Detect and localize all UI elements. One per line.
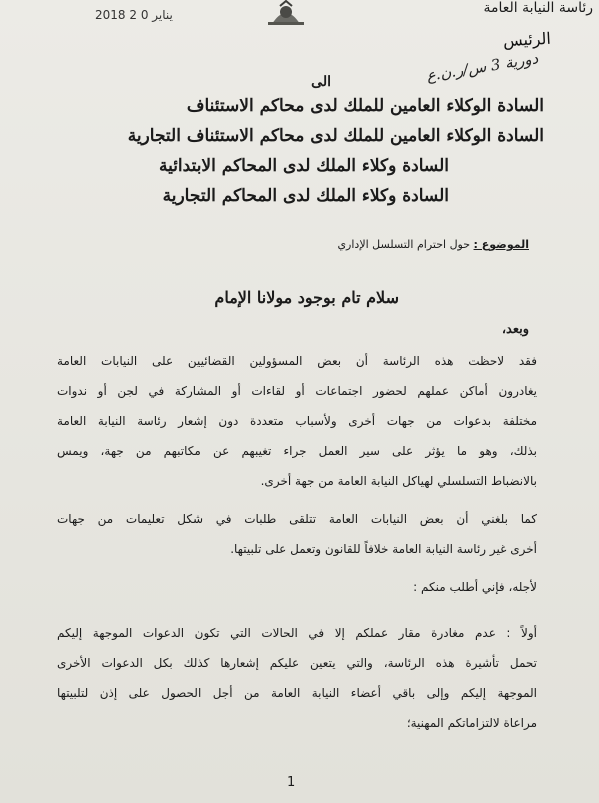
opening-word: وبعد، <box>501 322 529 337</box>
recipient-line: السادة وكلاء الملك لدى المحاكم التجارية <box>162 186 449 206</box>
paragraph-line: يغادرون أماكن عملهم لحضور اجتماعات أو لقاءات أو المشاركة في لجن أو ندوات <box>57 384 537 398</box>
paragraph-line: مراعاة لالتزاماتكم المهنية؛ <box>406 716 537 730</box>
paragraph-line: أخرى غير رئاسة النيابة العامة خلافاً للقانون وتعمل على تلبيتها. <box>230 542 537 556</box>
paragraph-instructions <box>57 504 537 564</box>
organization-name: رئاسة النيابة العامة <box>483 0 593 16</box>
paragraph-line: تحمل تأشيرة هذه الرئاسة، والتي يتعين عليكم إشعارها كذلك بكل الدعوات الأخرى <box>57 656 537 670</box>
paragraph-line: فقد لاحظت هذه الرئاسة أن بعض المسؤولين القضائيين على النيابات العامة <box>57 354 537 368</box>
recipients-label: الى <box>311 74 331 90</box>
paragraph-line: بذلك، وهو ما يؤثر على سير العمل جراء تغيبهم عن مكاتبهم من جهة، ويمس <box>57 444 537 458</box>
subject-line <box>337 238 529 251</box>
paragraph-line: لأجله، فإني أطلب منكم : <box>413 580 537 594</box>
recipient-line: السادة وكلاء الملك لدى المحاكم الابتدائية <box>158 156 449 176</box>
handwritten-reference: دورية 3 س/ر.ن.ع <box>425 49 540 85</box>
subject-text: حول احترام التسلسل الإداري <box>337 238 471 251</box>
paragraph-first-point <box>57 618 537 738</box>
paragraph-line: الموجهة إليكم وإلى باقي أعضاء النيابة العامة من أجل الحصول على إذن لتلبيتها <box>57 686 537 700</box>
recipient-line: السادة الوكلاء العامين للملك لدى محاكم الاستئناف التجارية <box>127 126 544 146</box>
paragraph-line: مختلفة بدعوات من جهات أخرى ولأسباب متعددة دون إشعار رئاسة النيابة العامة <box>57 414 537 428</box>
greeting: سلام تام بوجود مولانا الإمام <box>214 288 399 307</box>
president-title: الرئيس <box>502 28 552 51</box>
page-number: 1 <box>287 775 296 790</box>
paragraph-line: أولاً : عدم مغادرة مقار عملكم إلا في الحالات التي تكون الدعوات الموجهة إليكم <box>57 626 537 640</box>
paragraph-request <box>57 572 537 602</box>
recipient-line: السادة الوكلاء العامين للملك لدى محاكم الاستئناف <box>186 96 544 116</box>
paragraph-line: كما بلغني أن بعض النيابات العامة تتلقى طلبات في شكل تعليمات من جهات <box>57 512 537 526</box>
paragraph-line: بالانضباط التسلسلي لهياكل النيابة العامة من جهة أخرى. <box>260 474 537 488</box>
royal-emblem-icon <box>264 0 308 26</box>
paragraph-observation <box>57 346 537 496</box>
subject-label: الموضوع : <box>473 238 529 251</box>
document-date: 2018 يناير 0 2 <box>95 8 173 22</box>
